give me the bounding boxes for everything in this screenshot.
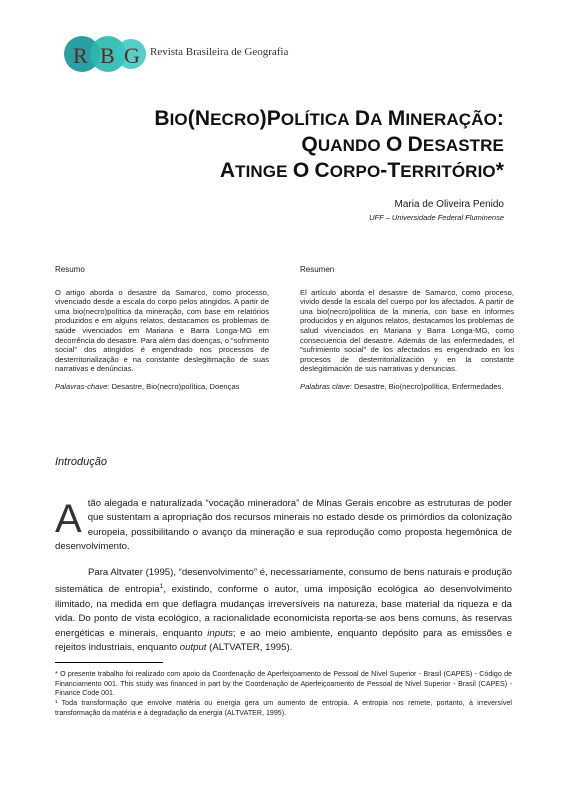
footnote-text: ¹ Toda transformação que envolve matéria ou energia gera um aumento de entropia. A entropia nos remete, portanto, à irreversível transformação da matéria e à degradação da energia (ALTVATER, 1995). (55, 699, 512, 717)
italic-term: inputs (207, 627, 233, 639)
logo-letter: B (100, 43, 115, 68)
title-line-2: QUANDO O DESASTRE (301, 133, 504, 156)
footnote-2 (55, 699, 512, 718)
keywords-label: Palabras clave: (300, 381, 352, 391)
paragraph-text: tão alegada e naturalizada “vocação mineradora” de Minas Gerais encobre as estruturas de poder que sustentam a apropriação dos recursos minerais no estado desde os primórdios da colonização europeia, possibilitando o avanço da mineração e sua reprodução como proposta hegemônica de desenvolvimento. (55, 498, 512, 553)
abstract-heading: Resumen (300, 265, 335, 274)
journal-logo (64, 36, 144, 72)
abstract-text: O artigo aborda o desastre da Samarco, como processo, vivenciado desde a escala do corpo pelos atingidos. A partir de uma bio(necro)política da mineração, com base em relatórios produzidos e em alguns relatos, destacamos os problemas de saúde vivenciados em Mariana e Barra Longa-MG em decorrência do desastre. Para além das doenças, o “sofrimento social” dos atingidos é engendrado nos processos de desterritorialização e na constante deslegitimação de suas narrativas e denúncias. (55, 287, 270, 374)
section-heading: Introdução (55, 456, 107, 468)
abstract-portuguese (55, 265, 269, 392)
text-run: ; e ao meio ambiente, enquanto depósito para as emissões e rejeitos industriais, enquanto (55, 627, 512, 654)
abstract-text: El artículo aborda el desastre de Samarco, como proceso, vivido desde la escala del cuerpo por los afectados. A partir de una bio(necro)política de la minería, con base en informes producidos y en algunos relatos, destacamos los problemas de salud vivenciados en Mariana y Barra Longa-MG, como consecuencia del desastre. Además de las enfermedades, el "sufrimiento social" de los afectados es engendrado en los procesos de desterritorialización y en la constante deslegitimación de sus narrativas y denuncias. (300, 287, 514, 374)
author-name: Maria de Oliveira Penido (394, 199, 504, 210)
italic-term: output (179, 642, 207, 654)
keywords-list: Desastre, Bio(necro)política, Enfermedades. (354, 381, 504, 391)
logo-letter: G (124, 43, 140, 68)
body-paragraph-2 (55, 566, 512, 656)
body-paragraph-1 (55, 497, 512, 555)
keywords (300, 382, 514, 392)
footnote-divider (55, 662, 163, 663)
text-run: (ALTVATER, 1995). (206, 642, 293, 654)
footnote-text: * O presente trabalho foi realizado com apoio da Coordenação de Aperfeiçoamento de Pessoal de Nível Superior - Brasil (CAPES) - Código de Financiamento 001. This study was financed in part by the Coordenação de Aperfeiçoamento de Pessoal de Nível Superior - Brasil (CAPES) - Finance Code 001. (55, 670, 512, 697)
title-line-1: BIO(NECRO)POLÍTICA DA MINERAÇÃO: (154, 107, 504, 130)
journal-name: Revista Brasileira de Geografia (150, 46, 289, 58)
title-line-3: ATINGE O CORPO-TERRITÓRIO* (219, 159, 504, 182)
keywords-list: Desastre, Bio(necro)política, Doenças (111, 381, 240, 391)
abstract-heading: Resumo (55, 265, 85, 274)
author-affiliation: UFF – Universidade Federal Fluminense (369, 213, 504, 222)
drop-cap: A (55, 497, 82, 541)
text-run: Para Altvater (1995), “desenvolvimento” é, necessariamente, consumo de bens naturais e produção sistemática de entropia (55, 567, 512, 596)
article-title (154, 106, 504, 184)
keywords-label: Palavras-chave: (55, 381, 110, 391)
keywords (55, 382, 269, 392)
paragraph-text (55, 566, 512, 656)
text-run: , existindo, conforme o autor, uma imposição ecológica ao desenvolvimento ilimitado, na medida em que deflagra mudanças irreversíveis na natureza, base material da riqueza e da vida. Do ponto de vista ecológico, a racionalidade economicista reporta-se aos bens comuns, às reservas energéticas e minerais, enquanto (55, 584, 512, 639)
abstract-spanish (300, 265, 514, 392)
footnote-ref[interactable]: 1 (159, 583, 164, 591)
logo-letter: R (73, 43, 88, 68)
footnote-1 (55, 670, 512, 699)
